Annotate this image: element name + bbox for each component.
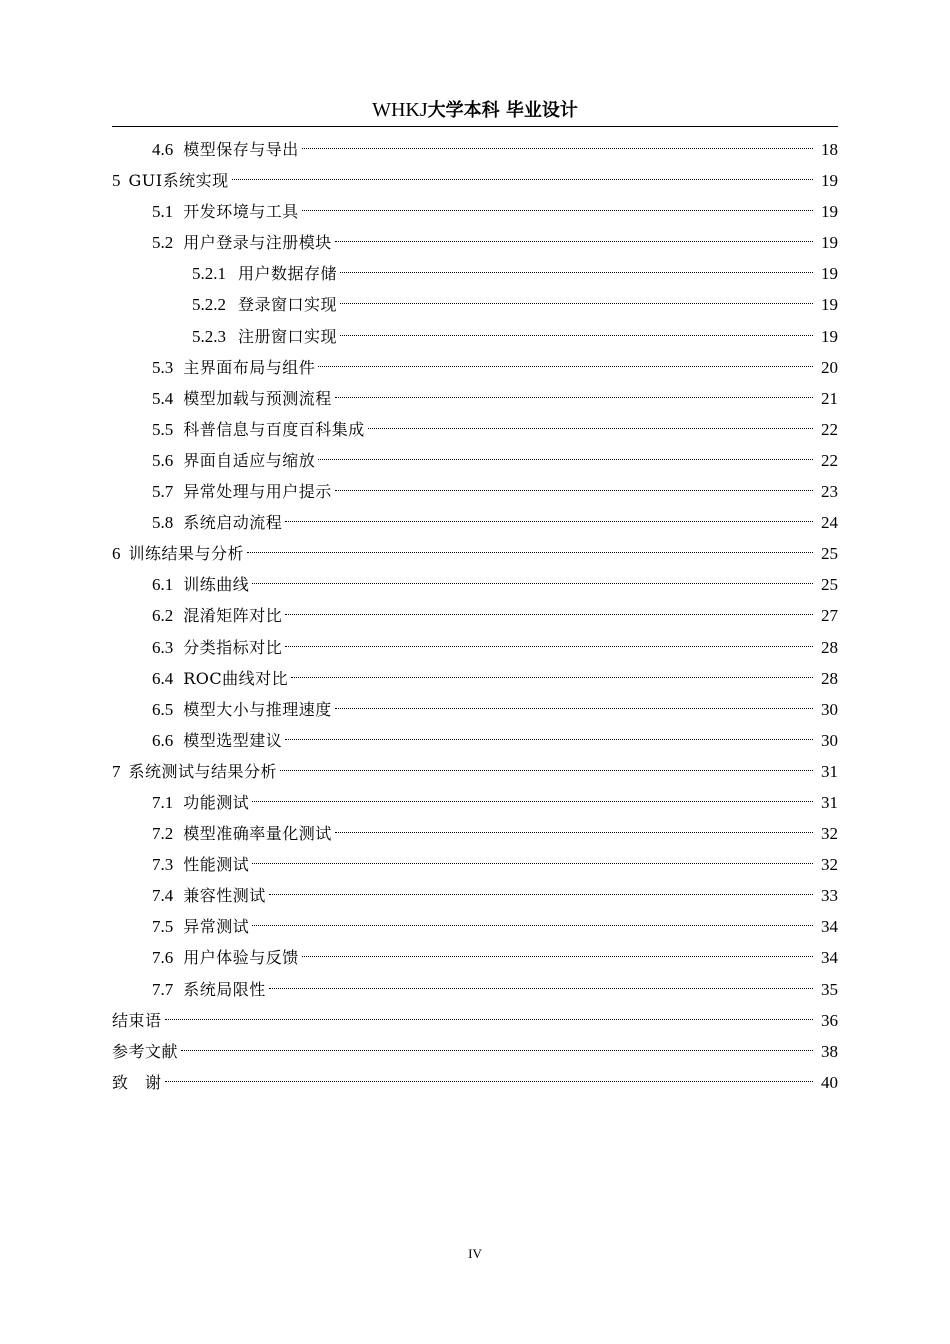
toc-entry-title: 注册窗口实现 <box>238 326 338 346</box>
toc-entry-page: 25 <box>821 575 838 595</box>
toc-entry-number: 5 <box>112 171 121 191</box>
toc-entry[interactable] <box>112 663 838 694</box>
toc-dot-leader <box>252 863 813 864</box>
toc-entry-title: 系统启动流程 <box>183 513 283 533</box>
toc-entry-title: 分类指标对比 <box>183 637 283 657</box>
toc-entry[interactable] <box>112 880 838 911</box>
toc-entry-title: 系统局限性 <box>183 979 266 999</box>
toc-dot-leader <box>302 210 813 211</box>
toc-entry-title: 训练曲线 <box>183 575 250 595</box>
toc-entry-title: 致 谢 <box>112 1072 162 1092</box>
toc-entry-title: 登录窗口实现 <box>238 295 338 315</box>
toc-dot-leader <box>340 272 813 273</box>
toc-entry-number: 7.7 <box>152 979 174 999</box>
toc-entry-title: 科普信息与百度百科集成 <box>183 419 365 439</box>
toc-entry-page: 34 <box>821 948 838 968</box>
toc-entry[interactable] <box>112 942 838 973</box>
toc-entry-title: 用户数据存储 <box>238 264 338 284</box>
toc-entry-page: 31 <box>821 792 838 812</box>
toc-entry[interactable] <box>112 787 838 818</box>
toc-entry-page: 19 <box>821 233 838 253</box>
toc-entry-page: 32 <box>821 824 838 844</box>
header-title: 大学本科 毕业设计 <box>427 100 578 121</box>
toc-entry[interactable] <box>112 383 838 414</box>
toc-dot-leader <box>252 801 813 802</box>
toc-entry-page: 30 <box>821 699 838 719</box>
toc-dot-leader <box>335 490 813 491</box>
toc-entry-number: 6.3 <box>152 637 174 657</box>
toc-entry-title: GUI系统实现 <box>128 171 229 191</box>
toc-entry[interactable] <box>112 1036 838 1067</box>
toc-entry[interactable] <box>112 818 838 849</box>
toc-entry-page: 32 <box>821 855 838 875</box>
toc-dot-leader <box>252 925 813 926</box>
toc-entry-page: 35 <box>821 979 838 999</box>
toc-entry-number: 5.6 <box>152 450 174 470</box>
toc-entry-title: 混淆矩阵对比 <box>183 606 283 626</box>
toc-entry-number: 7.5 <box>152 917 174 937</box>
toc-entry-title: 异常测试 <box>183 917 250 937</box>
toc-dot-leader <box>285 614 813 615</box>
toc-entry-title: 性能测试 <box>183 855 250 875</box>
toc-entry-number: 5.2.1 <box>192 264 226 284</box>
toc-entry[interactable] <box>112 196 838 227</box>
toc-entry-page: 34 <box>821 917 838 937</box>
toc-entry-page: 28 <box>821 637 838 657</box>
toc-dot-leader <box>302 148 813 149</box>
toc-entry-page: 21 <box>821 388 838 408</box>
toc-entry-page: 25 <box>821 544 838 564</box>
toc-dot-leader <box>165 1019 813 1020</box>
toc-dot-leader <box>335 241 813 242</box>
toc-entry-title: 异常处理与用户提示 <box>183 482 332 502</box>
toc-entry[interactable] <box>112 538 838 569</box>
toc-entry-number: 6.4 <box>152 668 174 688</box>
toc-entry[interactable] <box>112 507 838 538</box>
toc-dot-leader <box>335 832 813 833</box>
toc-dot-leader <box>368 428 813 429</box>
toc-entry[interactable] <box>112 1067 838 1098</box>
toc-entry-number: 5.2.3 <box>192 326 226 346</box>
toc-entry-number: 6.2 <box>152 606 174 626</box>
toc-dot-leader <box>252 583 813 584</box>
toc-dot-leader <box>318 459 813 460</box>
toc-entry-title: 模型准确率量化测试 <box>183 824 332 844</box>
toc-entry-title: 界面自适应与缩放 <box>183 450 316 470</box>
toc-entry-title: 模型选型建议 <box>183 730 283 750</box>
toc-entry-number: 6.1 <box>152 575 174 595</box>
toc-dot-leader <box>335 397 813 398</box>
toc-entry[interactable] <box>112 476 838 507</box>
toc-entry[interactable] <box>112 258 838 289</box>
toc-entry-number: 7.6 <box>152 948 174 968</box>
toc-dot-leader <box>232 179 813 180</box>
toc-entry[interactable] <box>112 321 838 352</box>
toc-entry-page: 22 <box>821 419 838 439</box>
toc-entry-title: 模型加载与预测流程 <box>183 388 332 408</box>
toc-dot-leader <box>285 646 813 647</box>
toc-dot-leader <box>318 366 813 367</box>
toc-entry-number: 5.2 <box>152 233 174 253</box>
toc-dot-leader <box>291 677 813 678</box>
toc-dot-leader <box>181 1050 813 1051</box>
toc-entry-title: 结束语 <box>112 1010 162 1030</box>
toc-entry-title: 开发环境与工具 <box>183 202 299 222</box>
toc-dot-leader <box>340 303 813 304</box>
toc-entry-title: 兼容性测试 <box>183 886 266 906</box>
table-of-contents <box>112 134 838 1098</box>
toc-entry[interactable] <box>112 227 838 258</box>
toc-entry-page: 19 <box>821 326 838 346</box>
toc-entry[interactable] <box>112 756 838 787</box>
toc-entry[interactable] <box>112 632 838 663</box>
toc-entry-page: 40 <box>821 1072 838 1092</box>
toc-dot-leader <box>280 770 813 771</box>
toc-entry-number: 6.6 <box>152 730 174 750</box>
toc-entry-number: 5.8 <box>152 513 174 533</box>
toc-entry-page: 23 <box>821 482 838 502</box>
toc-entry-page: 19 <box>821 171 838 191</box>
toc-dot-leader <box>285 521 813 522</box>
header-prefix: WHKJ <box>372 99 428 121</box>
toc-entry-number: 7.3 <box>152 855 174 875</box>
toc-entry[interactable] <box>112 849 838 880</box>
toc-entry-title: 功能测试 <box>183 792 250 812</box>
toc-entry-title: 系统测试与结果分析 <box>128 761 278 781</box>
toc-entry[interactable] <box>112 352 838 383</box>
toc-entry-number: 5.5 <box>152 419 174 439</box>
toc-entry[interactable] <box>112 569 838 600</box>
toc-entry-page: 18 <box>821 140 838 159</box>
toc-entry-title: 模型保存与导出 <box>183 140 299 159</box>
toc-entry-number: 5.2.2 <box>192 295 226 315</box>
toc-entry-page: 22 <box>821 450 838 470</box>
toc-entry[interactable] <box>112 911 838 942</box>
toc-entry-number: 7.4 <box>152 886 174 906</box>
toc-entry[interactable] <box>112 134 838 165</box>
header-rule <box>112 126 838 127</box>
toc-entry-page: 30 <box>821 730 838 750</box>
toc-entry[interactable] <box>112 1005 838 1036</box>
toc-entry[interactable] <box>112 974 838 1005</box>
toc-entry-number: 7.1 <box>152 792 174 812</box>
toc-dot-leader <box>269 894 813 895</box>
toc-entry-page: 24 <box>821 513 838 533</box>
toc-dot-leader <box>165 1081 813 1082</box>
page-header <box>112 96 838 124</box>
toc-entry-title: 用户登录与注册模块 <box>183 233 332 253</box>
toc-entry-number: 5.3 <box>152 357 174 377</box>
toc-entry-page: 27 <box>821 606 838 626</box>
toc-entry-title: ROC曲线对比 <box>183 668 289 688</box>
toc-entry-number: 4.6 <box>152 140 174 159</box>
toc-dot-leader <box>335 708 813 709</box>
toc-entry-page: 28 <box>821 668 838 688</box>
toc-entry-number: 6 <box>112 544 121 564</box>
toc-dot-leader <box>269 988 813 989</box>
toc-entry-page: 38 <box>821 1041 838 1061</box>
toc-entry-title: 训练结果与分析 <box>128 544 245 564</box>
toc-dot-leader <box>285 739 813 740</box>
toc-dot-leader <box>247 552 813 553</box>
toc-entry-number: 5.4 <box>152 388 174 408</box>
page-number: IV <box>468 1246 482 1261</box>
toc-entry-page: 19 <box>821 264 838 284</box>
toc-entry-page: 31 <box>821 761 838 781</box>
toc-entry-page: 33 <box>821 886 838 906</box>
toc-entry[interactable] <box>112 414 838 445</box>
toc-entry-title: 模型大小与推理速度 <box>183 699 332 719</box>
toc-entry-number: 7.2 <box>152 824 174 844</box>
toc-entry-page: 19 <box>821 202 838 222</box>
toc-entry-number: 5.1 <box>152 202 174 222</box>
toc-entry-title: 参考文献 <box>112 1041 179 1061</box>
toc-entry-page: 36 <box>821 1010 838 1030</box>
toc-entry-title: 用户体验与反馈 <box>183 948 299 968</box>
toc-entry-number: 6.5 <box>152 699 174 719</box>
toc-entry-number: 5.7 <box>152 482 174 502</box>
toc-entry[interactable] <box>112 725 838 756</box>
toc-entry[interactable] <box>112 289 838 320</box>
toc-dot-leader <box>302 956 813 957</box>
toc-dot-leader <box>340 335 813 336</box>
toc-entry[interactable] <box>112 694 838 725</box>
toc-entry[interactable] <box>112 600 838 631</box>
toc-entry-page: 20 <box>821 357 838 377</box>
toc-entry-title: 主界面布局与组件 <box>183 357 316 377</box>
toc-entry-number: 7 <box>112 761 121 781</box>
toc-entry[interactable] <box>112 165 838 196</box>
toc-entry[interactable] <box>112 445 838 476</box>
toc-entry-page: 19 <box>821 295 838 315</box>
